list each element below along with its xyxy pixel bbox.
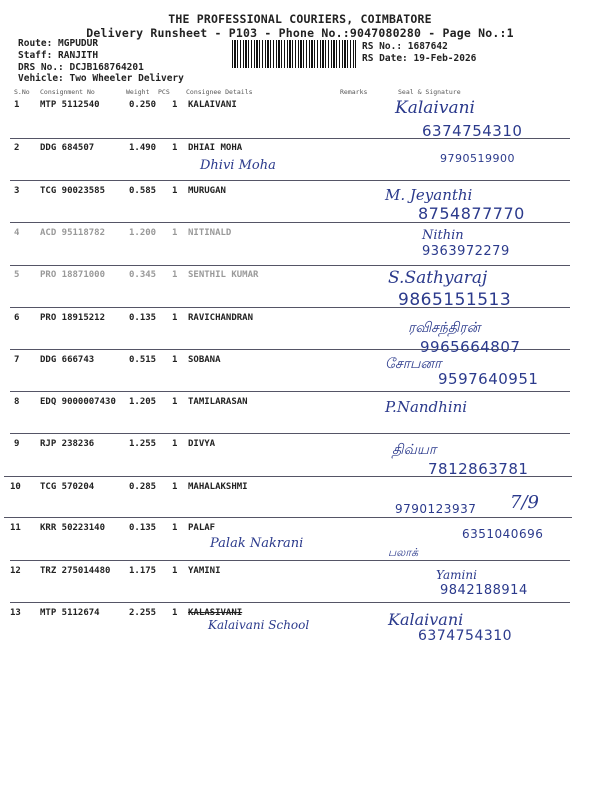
row-consignment: TCG 570204 xyxy=(40,482,95,492)
row-consignee: DIVYA xyxy=(188,439,216,449)
table-row xyxy=(0,566,600,580)
row-consignee: KALASIVANI xyxy=(188,608,243,618)
row-pcs: 1 xyxy=(172,523,178,533)
handwritten-name: Kalaivani School xyxy=(208,618,310,632)
row-weight: 0.135 xyxy=(129,313,157,323)
row-consignment: DDG 666743 xyxy=(40,355,95,365)
table-row xyxy=(0,100,600,114)
row-consignment: ACD 95118782 xyxy=(40,228,106,238)
handwritten-name: சோபனா xyxy=(385,356,442,372)
row-consignment: TCG 90023585 xyxy=(40,186,106,196)
rs-number: RS No.: 1687642 xyxy=(362,41,448,52)
row-consignee: SENTHIL KUMAR xyxy=(188,270,259,280)
row-consignment: MTP 5112674 xyxy=(40,608,100,618)
handwritten-phone: 7812863781 xyxy=(428,460,529,478)
table-row xyxy=(0,355,600,369)
row-pcs: 1 xyxy=(172,439,178,449)
row-consignee: MURUGAN xyxy=(188,186,226,196)
col-sno: S.No xyxy=(14,88,30,96)
row-pcs: 1 xyxy=(172,186,178,196)
row-consignee: TAMILARASAN xyxy=(188,397,248,407)
handwritten-phone: 9842188914 xyxy=(440,583,528,598)
table-row xyxy=(0,228,600,242)
row-sno: 10 xyxy=(10,482,21,492)
row-consignment: PRO 18871000 xyxy=(40,270,106,280)
row-divider xyxy=(10,560,570,561)
runsheet-title: Delivery Runsheet - P103 - Phone No.:9047080280 - Page No.:1 xyxy=(86,26,514,40)
row-pcs: 1 xyxy=(172,482,178,492)
row-sno: 4 xyxy=(14,228,20,238)
row-pcs: 1 xyxy=(172,608,178,618)
table-row xyxy=(0,313,600,327)
row-weight: 0.515 xyxy=(129,355,157,365)
handwritten-name: திவ்யா xyxy=(392,442,437,458)
row-sno: 5 xyxy=(14,270,20,280)
vehicle-label: Vehicle: Two Wheeler Delivery xyxy=(18,73,184,84)
handwritten-phone: 9790123937 xyxy=(395,502,477,516)
table-row xyxy=(0,397,600,411)
row-weight: 1.255 xyxy=(129,439,157,449)
table-row xyxy=(0,270,600,284)
handwritten-phone: 9865151513 xyxy=(398,290,512,310)
row-consignee: SOBANA xyxy=(188,355,221,365)
row-consignment: TRZ 275014480 xyxy=(40,566,111,576)
handwritten-name: P.Nandhini xyxy=(385,398,468,416)
row-divider xyxy=(10,433,570,434)
handwritten-phone: 9790519900 xyxy=(440,152,515,165)
handwritten-name: Dhivi Moha xyxy=(200,158,276,173)
row-consignee: RAVICHANDRAN xyxy=(188,313,254,323)
handwritten-name: Palak Nakrani xyxy=(210,536,304,551)
route-label: Route: MGPUDUR xyxy=(18,38,99,49)
col-consignment: Consignment No xyxy=(40,88,95,96)
handwritten-signature: Kalaivani xyxy=(388,610,464,629)
row-sno: 2 xyxy=(14,143,20,153)
row-consignment: RJP 238236 xyxy=(40,439,95,449)
row-weight: 1.490 xyxy=(129,143,157,153)
row-sno: 9 xyxy=(14,439,20,449)
handwritten-phone: 6374754310 xyxy=(418,628,513,644)
row-consignee: KALAIVANI xyxy=(188,100,237,110)
handwritten-name: Nithin xyxy=(422,228,464,243)
col-weight: Weight xyxy=(126,88,150,96)
row-pcs: 1 xyxy=(172,355,178,365)
table-row xyxy=(0,439,600,453)
row-sno: 6 xyxy=(14,313,20,323)
staff-label: Staff: RANJITH xyxy=(18,50,99,61)
col-pcs: PCS xyxy=(158,88,170,96)
row-weight: 1.200 xyxy=(129,228,157,238)
row-consignee: PALAF xyxy=(188,523,216,533)
row-sno: 11 xyxy=(10,523,21,533)
row-weight: 0.345 xyxy=(129,270,157,280)
rs-date: RS Date: 19-Feb-2026 xyxy=(362,53,477,64)
row-sno: 13 xyxy=(10,608,21,618)
handwritten-name: S.Sathyaraj xyxy=(388,268,488,288)
handwritten-phone: 6374754310 xyxy=(422,122,523,140)
col-seal-signature: Seal & Signature xyxy=(398,88,461,96)
row-weight: 0.585 xyxy=(129,186,157,196)
row-sno: 3 xyxy=(14,186,20,196)
row-consignee: DHIAI MOHA xyxy=(188,143,243,153)
handwritten-name: M. Jeyanthi xyxy=(385,186,473,204)
table-row xyxy=(0,186,600,200)
row-divider xyxy=(4,517,572,518)
row-pcs: 1 xyxy=(172,397,178,407)
row-sno: 1 xyxy=(14,100,20,110)
handwritten-signature: பலாக் xyxy=(388,546,419,559)
row-weight: 0.285 xyxy=(129,482,157,492)
handwritten-phone: 9597640951 xyxy=(438,370,539,388)
row-pcs: 1 xyxy=(172,100,178,110)
row-divider xyxy=(10,602,570,603)
row-consignment: PRO 18915212 xyxy=(40,313,106,323)
row-sno: 8 xyxy=(14,397,20,407)
row-pcs: 1 xyxy=(172,313,178,323)
row-consignment: KRR 50223140 xyxy=(40,523,106,533)
handwritten-phone: 9965664807 xyxy=(420,338,521,356)
row-pcs: 1 xyxy=(172,566,178,576)
handwritten-signature: Kalaivani xyxy=(395,98,475,118)
row-consignee: YAMINI xyxy=(188,566,221,576)
handwritten-phone: 6351040696 xyxy=(462,527,544,541)
row-sno: 7 xyxy=(14,355,20,365)
handwritten-name: Yamini xyxy=(436,568,477,582)
row-consignment: MTP 5112540 xyxy=(40,100,100,110)
row-sno: 12 xyxy=(10,566,21,576)
row-consignment: EDQ 9000007430 xyxy=(40,397,116,407)
row-weight: 1.205 xyxy=(129,397,157,407)
row-weight: 2.255 xyxy=(129,608,157,618)
col-consignee: Consignee Details xyxy=(186,88,253,96)
row-divider xyxy=(10,180,570,181)
handwritten-phone: 9363972279 xyxy=(422,244,510,259)
row-weight: 0.250 xyxy=(129,100,157,110)
row-weight: 0.135 xyxy=(129,523,157,533)
handwritten-name: ரவிசந்திரன் xyxy=(408,320,481,336)
barcode xyxy=(232,40,356,68)
handwritten-phone: 8754877770 xyxy=(418,204,525,223)
row-consignee: NITINALD xyxy=(188,228,232,238)
handwritten-initials: 7/9 xyxy=(510,492,539,513)
drs-number: DRS No.: DCJB168764201 xyxy=(18,62,144,73)
row-consignee: MAHALAKSHMI xyxy=(188,482,248,492)
col-remarks: Remarks xyxy=(340,88,368,96)
company-title: THE PROFESSIONAL COURIERS, COIMBATORE xyxy=(168,12,432,26)
row-pcs: 1 xyxy=(172,228,178,238)
row-pcs: 1 xyxy=(172,270,178,280)
row-consignment: DDG 684507 xyxy=(40,143,95,153)
row-divider xyxy=(10,265,570,266)
row-pcs: 1 xyxy=(172,143,178,153)
row-weight: 1.175 xyxy=(129,566,157,576)
row-divider xyxy=(10,391,570,392)
